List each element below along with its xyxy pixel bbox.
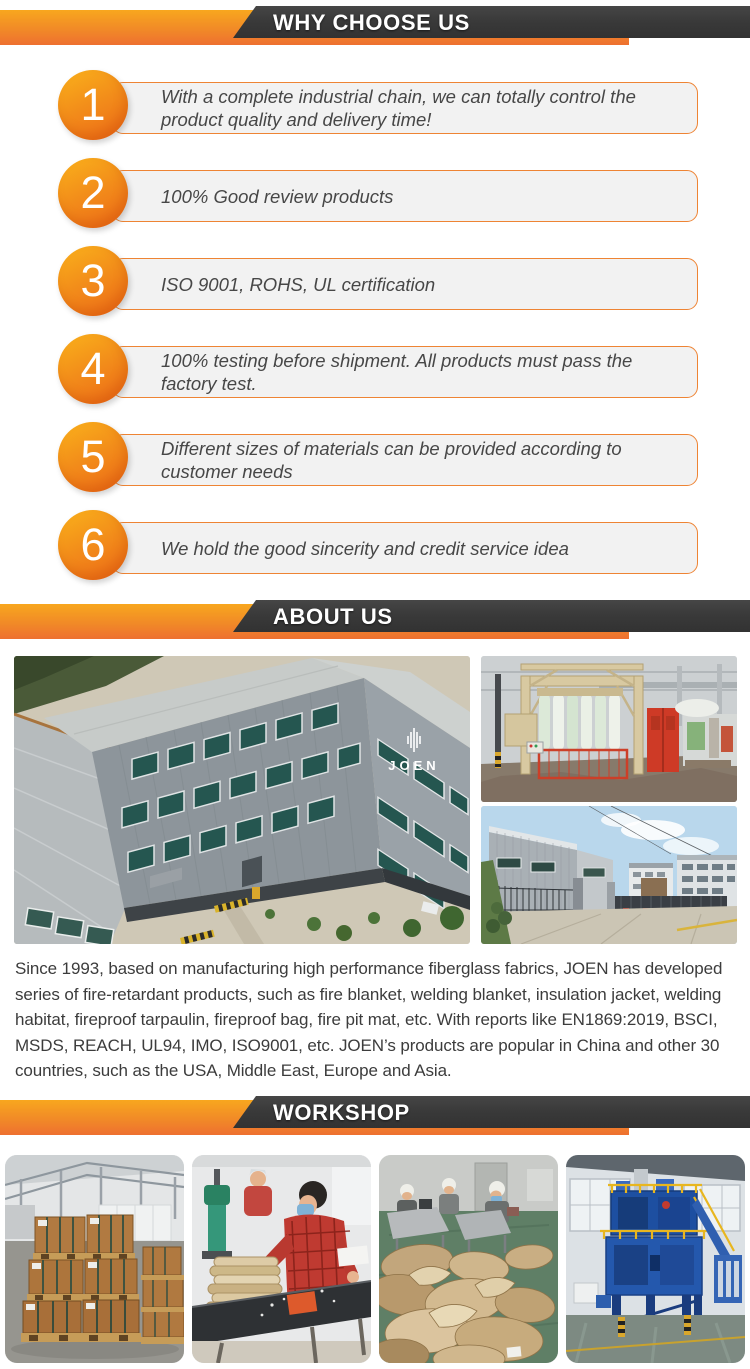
coating-machine-photo [566, 1155, 745, 1363]
benefit-number-badge: 6 [58, 510, 128, 580]
factory-gate-photo [481, 806, 737, 944]
benefit-number-badge: 5 [58, 422, 128, 492]
section-title-why-choose-us: WHY CHOOSE US [273, 10, 470, 35]
worker-folding-blankets-photo [192, 1155, 371, 1363]
warehouse-packages-photo [5, 1155, 184, 1363]
factory-aerial-photo [14, 656, 470, 944]
benefit-text: Different sizes of materials can be provided according to customer needs [161, 438, 622, 482]
benefit-text: ISO 9001, ROHS, UL certification [161, 273, 436, 295]
section-title-workshop: WORKSHOP [273, 1100, 410, 1125]
production-machine-photo [481, 656, 737, 802]
benefit-box [112, 522, 698, 574]
benefit-number-badge: 3 [58, 246, 128, 316]
benefit-row-5 [0, 422, 750, 494]
benefit-row-1 [0, 70, 750, 142]
svg-text:JOEN: JOEN [388, 758, 440, 773]
benefit-number-badge: 2 [58, 158, 128, 228]
benefit-number-badge: 1 [58, 70, 128, 140]
benefit-box [112, 82, 698, 134]
benefit-box [112, 346, 698, 398]
benefit-text: 100% testing before shipment. All products must pass the factory test. [161, 350, 633, 394]
benefit-row-6 [0, 510, 750, 582]
benefit-row-4 [0, 334, 750, 406]
workshop-banner [0, 1096, 750, 1140]
benefit-number-badge: 4 [58, 334, 128, 404]
section-title-about-us: ABOUT US [273, 604, 393, 629]
benefit-box [112, 258, 698, 310]
benefit-text: We hold the good sincerity and credit service idea [161, 537, 569, 559]
why-choose-us-banner [0, 6, 750, 50]
sewing-workshop-photo [379, 1155, 558, 1363]
about-us-banner [0, 600, 750, 644]
about-us-paragraph: Since 1993, based on manufacturing high performance fiberglass fabrics, JOEN has developed series of fire-retardant products, such as fire blanket, welding blanket, insulation jacket, welding habitat, fireproof tarpaulin, fireproof bag, fire pit mat, etc. With reports like EN1869:2019, BSCI, MSDS, REACH, UL94, IMO, ISO9001, etc. JOEN’s products are popular in China and other 30 countries, such as the USA, Middle East, Europe and Asia. [15, 959, 723, 1080]
benefit-text: 100% Good review products [161, 185, 394, 207]
benefit-row-2 [0, 158, 750, 230]
benefit-row-3 [0, 246, 750, 318]
benefit-text: With a complete industrial chain, we can totally control the product quality and delivery time! [161, 86, 636, 130]
benefit-box [112, 170, 698, 222]
benefit-box [112, 434, 698, 486]
